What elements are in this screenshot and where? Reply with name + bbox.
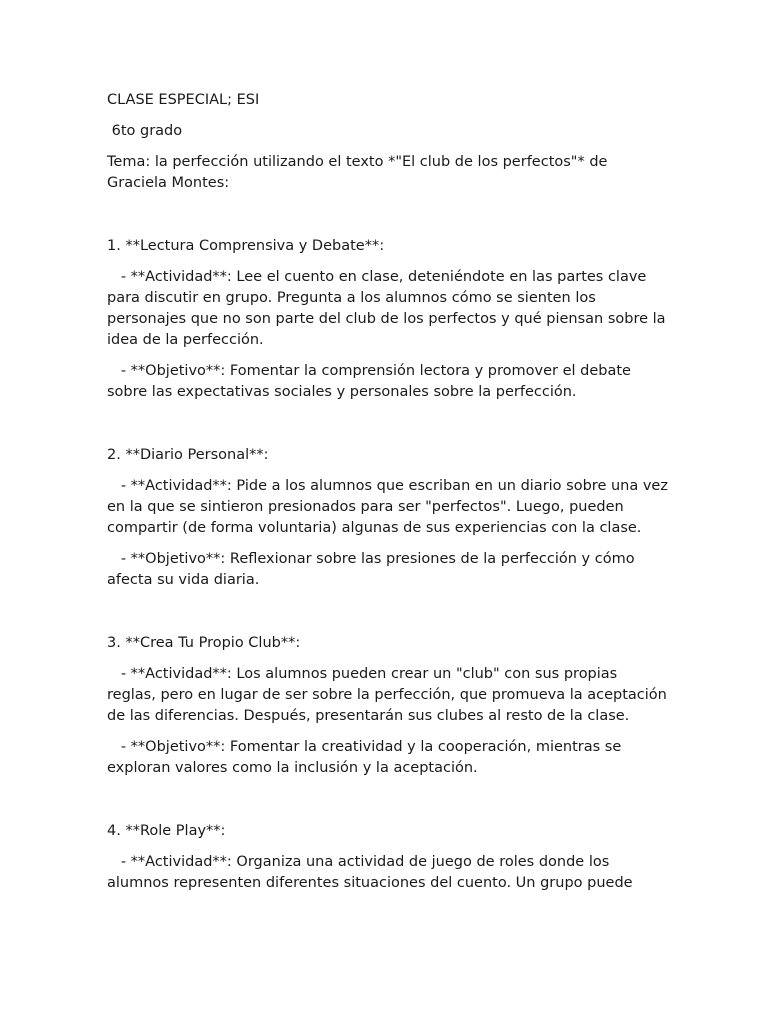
activity-text: - **Actividad**: Los alumnos pueden crear un "club" con sus propias reglas, pero en lugar de ser sobre la perfección, que promueva la aceptación de las diferencias. Después, presentarán sus clubes al resto de la clase. [107,666,672,724]
activity-text: - **Actividad**: Lee el cuento en clase, deteniéndote en las partes clave para discutir en grupo. Pregunta a los alumnos cómo se sienten los personajes que no son parte del club de los perfectos y qué piensan sobre la idea de la perfección. [107,269,671,348]
objective-text: - **Objetivo**: Reflexionar sobre las presiones de la perfección y cómo afecta su vida diaria. [107,551,640,588]
objective-text: - **Objetivo**: Fomentar la creatividad y la cooperación, mientras se exploran valores como la inclusión y la aceptación. [107,739,626,776]
section-heading: 2. **Diario Personal**: [107,447,269,463]
section-heading: 4. **Role Play**: [107,823,226,839]
section-role-play [107,821,668,894]
section-club [107,633,672,779]
section-diario [107,445,673,591]
section-heading: 3. **Crea Tu Propio Club**: [107,635,301,651]
section-lectura [107,236,671,403]
section-heading: 1. **Lectura Comprensiva y Debate**: [107,238,385,254]
activity-text: - **Actividad**: Pide a los alumnos que escriban en un diario sobre una vez en la que se sintieron presionados para ser "perfectos". Luego, pueden compartir (de forma voluntaria) algunas de sus experiencias con la clase. [107,478,673,536]
grade-line: 6to grado [107,123,183,139]
document-title: CLASE ESPECIAL; ESI [107,92,260,108]
topic-line: Tema: la perfección utilizando el texto *"El club de los perfectos"* de Graciela Montes: [107,154,613,191]
objective-text: - **Objetivo**: Fomentar la comprensión lectora y promover el debate sobre las expectativas sociales y personales sobre la perfección. [107,363,636,400]
activity-text: - **Actividad**: Organiza una actividad de juego de roles donde los alumnos representen diferentes situaciones del cuento. Un grupo puede [107,854,633,891]
